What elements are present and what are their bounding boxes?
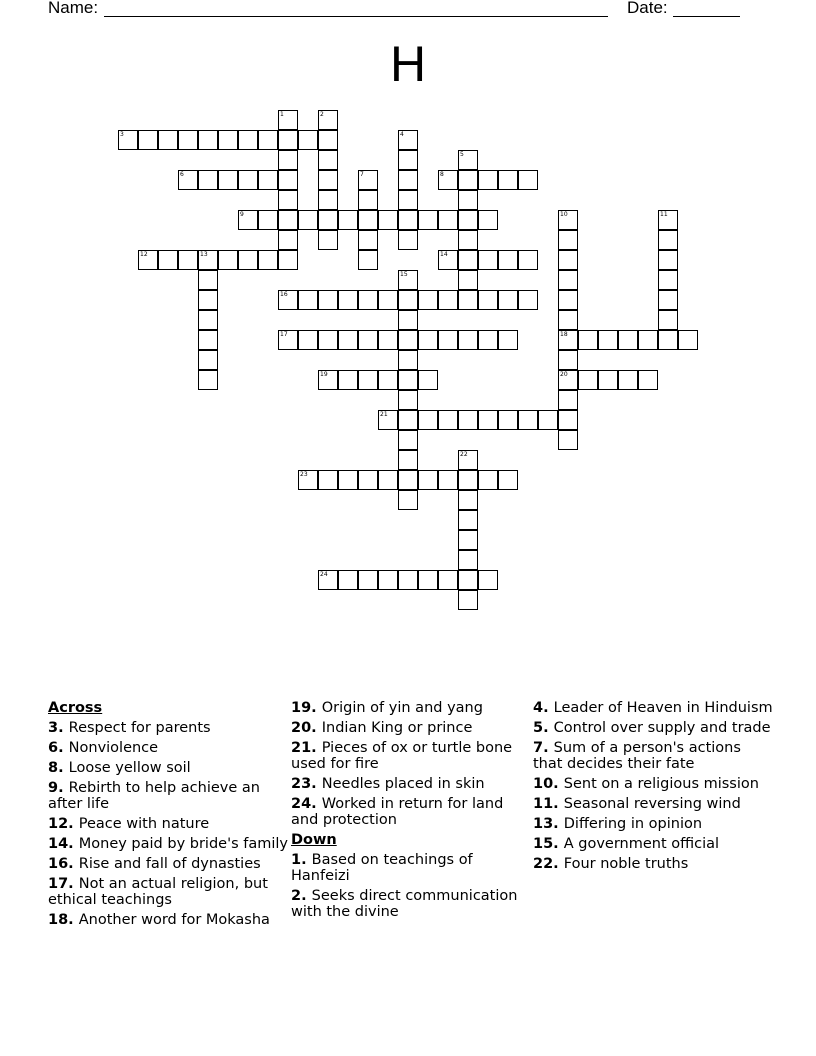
clue-item xyxy=(533,856,773,872)
clue-item xyxy=(291,796,531,828)
grid-cell[interactable] xyxy=(318,470,338,490)
grid-cell[interactable] xyxy=(238,130,258,150)
grid-cell[interactable] xyxy=(458,270,478,290)
clue-heading: Down xyxy=(291,832,337,848)
grid-cell[interactable] xyxy=(658,230,678,250)
grid-cell[interactable] xyxy=(318,190,338,210)
clue-item xyxy=(291,888,531,920)
clue-item-number: 17. xyxy=(48,876,79,892)
clue-item-number: 10. xyxy=(533,776,564,792)
grid-cell[interactable] xyxy=(438,330,458,350)
grid-cell[interactable] xyxy=(198,350,218,370)
grid-cell[interactable] xyxy=(298,210,318,230)
grid-cell[interactable] xyxy=(178,130,198,150)
grid-cell[interactable] xyxy=(118,130,138,150)
grid-cell[interactable] xyxy=(218,170,238,190)
clue-number: 10 xyxy=(560,211,568,218)
grid-cell[interactable] xyxy=(598,330,618,350)
grid-cell[interactable] xyxy=(398,370,418,390)
clue-item xyxy=(291,740,531,772)
grid-cell[interactable] xyxy=(298,290,318,310)
grid-cell[interactable] xyxy=(458,230,478,250)
grid-cell[interactable] xyxy=(638,370,658,390)
clue-item-number: 4. xyxy=(533,700,554,716)
grid-cell[interactable] xyxy=(458,150,478,170)
clue-number: 12 xyxy=(140,251,148,258)
grid-cell[interactable] xyxy=(458,210,478,230)
clue-item-number: 24. xyxy=(291,796,322,812)
grid-cell[interactable] xyxy=(338,210,358,230)
grid-cell[interactable] xyxy=(278,190,298,210)
grid-cell[interactable] xyxy=(158,250,178,270)
grid-cell[interactable] xyxy=(358,230,378,250)
grid-cell[interactable] xyxy=(278,170,298,190)
clue-number: 14 xyxy=(440,251,448,258)
grid-cell[interactable] xyxy=(198,290,218,310)
grid-cell[interactable] xyxy=(398,330,418,350)
clue-item xyxy=(48,720,288,736)
grid-cell[interactable] xyxy=(458,510,478,530)
grid-cell[interactable] xyxy=(458,590,478,610)
grid-cell[interactable] xyxy=(258,130,278,150)
grid-cell[interactable] xyxy=(398,190,418,210)
clue-item-number: 2. xyxy=(291,888,312,904)
clue-column-2 xyxy=(291,700,531,924)
grid-cell[interactable] xyxy=(178,250,198,270)
clue-item xyxy=(48,760,288,776)
clue-heading: Across xyxy=(48,700,103,716)
clue-item-number: 21. xyxy=(291,740,322,756)
grid-cell[interactable] xyxy=(458,290,478,310)
grid-cell[interactable] xyxy=(358,190,378,210)
grid-cell[interactable] xyxy=(278,250,298,270)
clue-item xyxy=(291,720,531,736)
grid-cell[interactable] xyxy=(398,490,418,510)
clue-item xyxy=(533,700,773,716)
grid-cell[interactable] xyxy=(678,330,698,350)
grid-cell[interactable] xyxy=(458,550,478,570)
grid-cell[interactable] xyxy=(558,250,578,270)
grid-cell[interactable] xyxy=(418,210,438,230)
grid-cell[interactable] xyxy=(138,250,158,270)
clue-item xyxy=(48,876,288,908)
grid-cell[interactable] xyxy=(378,370,398,390)
grid-cell[interactable] xyxy=(638,330,658,350)
grid-cell[interactable] xyxy=(558,270,578,290)
grid-cell[interactable] xyxy=(398,450,418,470)
grid-cell[interactable] xyxy=(398,430,418,450)
clue-number: 9 xyxy=(240,211,244,218)
clue-item-text: Pieces of ox or turtle bone used for fire xyxy=(291,740,513,772)
grid-cell[interactable] xyxy=(598,370,618,390)
grid-cell[interactable] xyxy=(278,230,298,250)
clue-item-number: 23. xyxy=(291,776,322,792)
grid-cell[interactable] xyxy=(558,410,578,430)
clue-item-text: Control over supply and trade xyxy=(553,720,771,736)
grid-cell[interactable] xyxy=(438,290,458,310)
grid-cell[interactable] xyxy=(438,210,458,230)
grid-cell[interactable] xyxy=(578,330,598,350)
grid-cell[interactable] xyxy=(498,170,518,190)
clue-number: 5 xyxy=(460,151,464,158)
grid-cell[interactable] xyxy=(618,330,638,350)
grid-cell[interactable] xyxy=(318,110,338,130)
grid-cell[interactable] xyxy=(418,330,438,350)
clue-item xyxy=(291,776,531,792)
grid-cell[interactable] xyxy=(518,410,538,430)
grid-cell[interactable] xyxy=(478,570,498,590)
grid-cell[interactable] xyxy=(198,330,218,350)
grid-cell[interactable] xyxy=(518,170,538,190)
clue-number: 4 xyxy=(400,131,404,138)
grid-cell[interactable] xyxy=(278,330,298,350)
clue-item-text: Not an actual religion, but ethical teachings xyxy=(48,876,268,908)
grid-cell[interactable] xyxy=(358,210,378,230)
grid-cell[interactable] xyxy=(658,330,678,350)
grid-cell[interactable] xyxy=(518,290,538,310)
grid-cell[interactable] xyxy=(358,170,378,190)
clue-number: 22 xyxy=(460,451,468,458)
clue-item-text: Sent on a religious mission xyxy=(563,776,759,792)
clue-item-text: Respect for parents xyxy=(68,720,211,736)
grid-cell[interactable] xyxy=(238,170,258,190)
grid-cell[interactable] xyxy=(278,130,298,150)
grid-cell[interactable] xyxy=(498,470,518,490)
grid-cell[interactable] xyxy=(658,290,678,310)
clue-number: 21 xyxy=(380,411,388,418)
clue-item-text: Rebirth to help achieve an after life xyxy=(48,780,260,812)
clue-item-text: Seeks direct communication with the divine xyxy=(291,888,518,920)
clue-item-text: Four noble truths xyxy=(563,856,689,872)
grid-cell[interactable] xyxy=(478,470,498,490)
grid-cell[interactable] xyxy=(458,190,478,210)
grid-cell[interactable] xyxy=(398,390,418,410)
grid-cell[interactable] xyxy=(458,530,478,550)
grid-cell[interactable] xyxy=(478,250,498,270)
date-label: Date: xyxy=(627,0,668,17)
clue-number: 16 xyxy=(280,291,288,298)
grid-cell[interactable] xyxy=(478,410,498,430)
clue-item-number: 14. xyxy=(48,836,79,852)
clue-item xyxy=(48,740,288,756)
grid-cell[interactable] xyxy=(478,210,498,230)
clue-number: 11 xyxy=(660,211,668,218)
grid-cell[interactable] xyxy=(258,170,278,190)
clue-number: 23 xyxy=(300,471,308,478)
grid-cell[interactable] xyxy=(378,290,398,310)
clue-item-number: 7. xyxy=(533,740,554,756)
grid-cell[interactable] xyxy=(558,430,578,450)
clue-number: 17 xyxy=(280,331,288,338)
grid-cell[interactable] xyxy=(318,370,338,390)
clue-column-1 xyxy=(48,700,288,932)
clue-item-text: Differing in opinion xyxy=(563,816,703,832)
clue-item-number: 19. xyxy=(291,700,322,716)
grid-cell[interactable] xyxy=(558,330,578,350)
clue-item-number: 6. xyxy=(48,740,69,756)
clue-item-number: 1. xyxy=(291,852,312,868)
clue-number: 2 xyxy=(320,111,324,118)
grid-cell[interactable] xyxy=(498,330,518,350)
grid-cell[interactable] xyxy=(378,410,398,430)
grid-cell[interactable] xyxy=(418,290,438,310)
grid-cell[interactable] xyxy=(298,330,318,350)
clue-item xyxy=(48,780,288,812)
grid-cell[interactable] xyxy=(498,410,518,430)
clue-item-number: 11. xyxy=(533,796,564,812)
clue-item-text: Origin of yin and yang xyxy=(321,700,483,716)
grid-cell[interactable] xyxy=(318,130,338,150)
clue-item xyxy=(533,836,773,852)
clue-item-text: Based on teachings of Hanfeizi xyxy=(291,852,473,884)
clue-number: 6 xyxy=(180,171,184,178)
grid-cell[interactable] xyxy=(378,210,398,230)
grid-cell[interactable] xyxy=(358,370,378,390)
clue-number: 20 xyxy=(560,371,568,378)
clue-item-number: 12. xyxy=(48,816,79,832)
grid-cell[interactable] xyxy=(318,570,338,590)
grid-cell[interactable] xyxy=(338,370,358,390)
clue-item xyxy=(291,852,531,884)
grid-cell[interactable] xyxy=(478,170,498,190)
grid-cell[interactable] xyxy=(538,410,558,430)
grid-cell[interactable] xyxy=(278,150,298,170)
clue-number: 24 xyxy=(320,571,328,578)
grid-cell[interactable] xyxy=(658,310,678,330)
grid-cell[interactable] xyxy=(318,290,338,310)
grid-cell[interactable] xyxy=(398,230,418,250)
grid-cell[interactable] xyxy=(558,210,578,230)
grid-cell[interactable] xyxy=(278,210,298,230)
clue-item xyxy=(48,816,288,832)
grid-cell[interactable] xyxy=(318,170,338,190)
clue-item-text: Loose yellow soil xyxy=(68,760,191,776)
grid-cell[interactable] xyxy=(358,330,378,350)
clue-number: 18 xyxy=(560,331,568,338)
clue-item xyxy=(533,776,773,792)
grid-cell[interactable] xyxy=(158,130,178,150)
grid-cell[interactable] xyxy=(478,290,498,310)
grid-cell[interactable] xyxy=(258,250,278,270)
grid-cell[interactable] xyxy=(378,330,398,350)
clue-item-text: A government official xyxy=(563,836,720,852)
grid-cell[interactable] xyxy=(318,230,338,250)
grid-cell[interactable] xyxy=(398,130,418,150)
clue-item xyxy=(48,836,288,852)
grid-cell[interactable] xyxy=(198,130,218,150)
grid-cell[interactable] xyxy=(198,170,218,190)
clue-item-number: 9. xyxy=(48,780,69,796)
grid-cell[interactable] xyxy=(558,350,578,370)
grid-cell[interactable] xyxy=(358,570,378,590)
clue-item-number: 22. xyxy=(533,856,564,872)
clue-number: 3 xyxy=(120,131,124,138)
clue-number: 1 xyxy=(280,111,284,118)
puzzle-title: H xyxy=(389,36,427,92)
grid-cell[interactable] xyxy=(378,570,398,590)
clue-number: 15 xyxy=(400,271,408,278)
name-label: Name: xyxy=(48,0,99,17)
grid-cell[interactable] xyxy=(218,130,238,150)
grid-cell[interactable] xyxy=(438,570,458,590)
grid-cell[interactable] xyxy=(398,170,418,190)
grid-cell[interactable] xyxy=(458,570,478,590)
clue-item xyxy=(533,796,773,812)
grid-cell[interactable] xyxy=(658,270,678,290)
grid-cell[interactable] xyxy=(558,390,578,410)
grid-cell[interactable] xyxy=(418,570,438,590)
clue-item xyxy=(533,740,773,772)
clue-number: 19 xyxy=(320,371,328,378)
grid-cell[interactable] xyxy=(198,310,218,330)
clue-item-number: 8. xyxy=(48,760,69,776)
grid-cell[interactable] xyxy=(458,410,478,430)
clue-item-number: 18. xyxy=(48,912,79,928)
clue-item-text: Needles placed in skin xyxy=(321,776,485,792)
grid-cell[interactable] xyxy=(218,250,238,270)
grid-cell[interactable] xyxy=(618,370,638,390)
grid-cell[interactable] xyxy=(558,310,578,330)
grid-cell[interactable] xyxy=(398,150,418,170)
grid-cell[interactable] xyxy=(238,210,258,230)
grid-cell[interactable] xyxy=(338,570,358,590)
grid-cell[interactable] xyxy=(498,290,518,310)
clue-item-text: Money paid by bride's family xyxy=(78,836,288,852)
grid-cell[interactable] xyxy=(418,370,438,390)
clue-item-text: Indian King or prince xyxy=(321,720,473,736)
clue-item-text: Another word for Mokasha xyxy=(78,912,270,928)
clue-number: 7 xyxy=(360,171,364,178)
grid-cell[interactable] xyxy=(358,250,378,270)
grid-cell[interactable] xyxy=(338,330,358,350)
grid-cell[interactable] xyxy=(458,250,478,270)
grid-cell[interactable] xyxy=(278,110,298,130)
grid-cell[interactable] xyxy=(398,470,418,490)
grid-cell[interactable] xyxy=(498,250,518,270)
grid-cell[interactable] xyxy=(438,410,458,430)
clue-item-number: 3. xyxy=(48,720,69,736)
grid-cell[interactable] xyxy=(358,470,378,490)
clue-item-text: Leader of Heaven in Hinduism xyxy=(553,700,773,716)
grid-cell[interactable] xyxy=(458,490,478,510)
grid-cell[interactable] xyxy=(398,350,418,370)
clue-item-number: 5. xyxy=(533,720,554,736)
grid-cell[interactable] xyxy=(198,270,218,290)
grid-cell[interactable] xyxy=(178,170,198,190)
grid-cell[interactable] xyxy=(358,290,378,310)
clue-item-text: Seasonal reversing wind xyxy=(563,796,741,812)
grid-cell[interactable] xyxy=(398,310,418,330)
clue-number: 13 xyxy=(200,251,208,258)
grid-cell[interactable] xyxy=(198,250,218,270)
grid-cell[interactable] xyxy=(418,410,438,430)
grid-cell[interactable] xyxy=(558,370,578,390)
grid-cell[interactable] xyxy=(518,250,538,270)
grid-cell[interactable] xyxy=(418,470,438,490)
clue-item-text: Sum of a person's actions that decides their fate xyxy=(533,740,741,772)
grid-cell[interactable] xyxy=(398,290,418,310)
grid-cell[interactable] xyxy=(198,370,218,390)
grid-cell[interactable] xyxy=(318,210,338,230)
grid-cell[interactable] xyxy=(398,570,418,590)
clue-item xyxy=(48,912,288,928)
clue-item-text: Rise and fall of dynasties xyxy=(78,856,261,872)
grid-cell[interactable] xyxy=(658,210,678,230)
clue-item-text: Nonviolence xyxy=(68,740,159,756)
grid-cell[interactable] xyxy=(458,330,478,350)
grid-cell[interactable] xyxy=(378,470,398,490)
grid-cell[interactable] xyxy=(558,230,578,250)
clue-item-number: 20. xyxy=(291,720,322,736)
clue-column-3 xyxy=(533,700,773,876)
grid-cell[interactable] xyxy=(338,290,358,310)
grid-cell[interactable] xyxy=(298,470,318,490)
grid-cell[interactable] xyxy=(398,210,418,230)
clue-item-number: 16. xyxy=(48,856,79,872)
clue-item xyxy=(291,700,531,716)
clue-item-text: Worked in return for land and protection xyxy=(291,796,504,828)
grid-cell[interactable] xyxy=(258,210,278,230)
grid-cell[interactable] xyxy=(558,290,578,310)
grid-cell[interactable] xyxy=(318,150,338,170)
grid-cell[interactable] xyxy=(278,290,298,310)
grid-cell[interactable] xyxy=(458,450,478,470)
grid-cell[interactable] xyxy=(298,130,318,150)
grid-cell[interactable] xyxy=(138,130,158,150)
grid-cell[interactable] xyxy=(318,330,338,350)
clue-item xyxy=(533,720,773,736)
grid-cell[interactable] xyxy=(578,370,598,390)
grid-cell[interactable] xyxy=(438,170,458,190)
clue-item xyxy=(533,816,773,832)
grid-cell[interactable] xyxy=(398,270,418,290)
grid-cell[interactable] xyxy=(438,470,458,490)
grid-cell[interactable] xyxy=(438,250,458,270)
grid-cell[interactable] xyxy=(458,470,478,490)
grid-cell[interactable] xyxy=(238,250,258,270)
clue-item xyxy=(48,856,288,872)
grid-cell[interactable] xyxy=(338,470,358,490)
clue-item-number: 13. xyxy=(533,816,564,832)
grid-cell[interactable] xyxy=(398,410,418,430)
clue-item-number: 15. xyxy=(533,836,564,852)
grid-cell[interactable] xyxy=(478,330,498,350)
grid-cell[interactable] xyxy=(658,250,678,270)
clue-number: 8 xyxy=(440,171,444,178)
clue-item-text: Peace with nature xyxy=(78,816,210,832)
grid-cell[interactable] xyxy=(458,170,478,190)
